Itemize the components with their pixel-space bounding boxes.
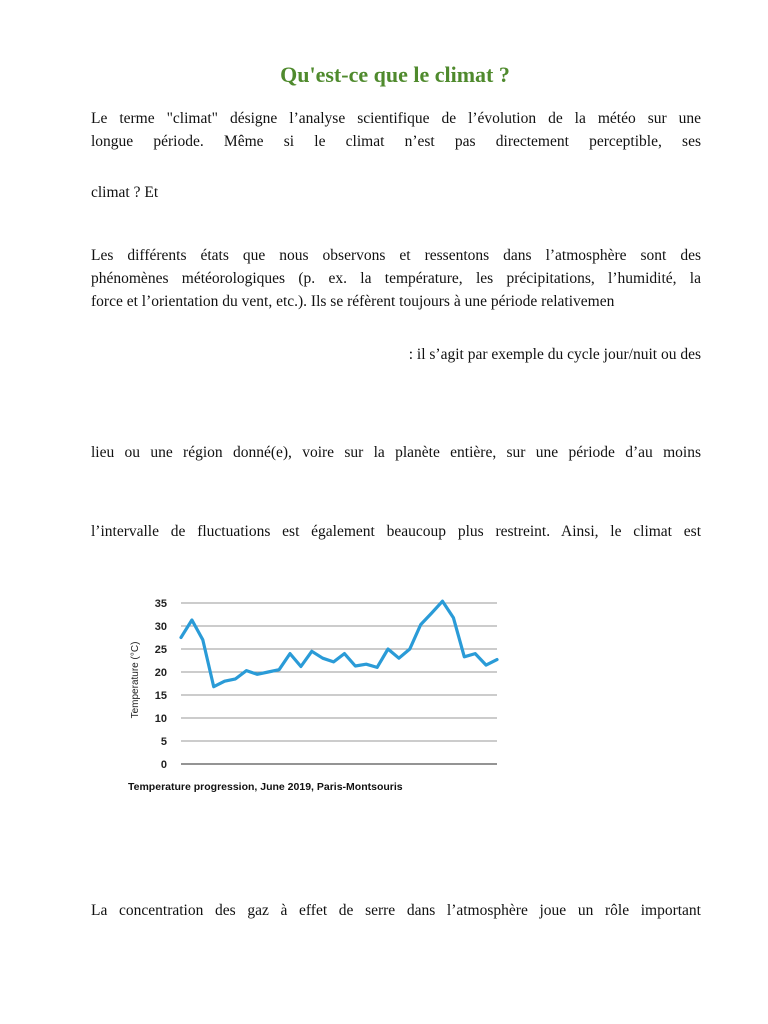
page-title: Qu'est-ce que le climat ? xyxy=(280,62,510,87)
paragraph-line: lieu ou une région donné(e), voire sur la planète entière, sur une période d’au moins xyxy=(91,444,701,461)
y-tick-label: 35 xyxy=(154,598,167,610)
y-tick-label: 5 xyxy=(160,736,167,748)
paragraph-line: Les différents états que nous observons et ressentons dans l’atmosphère sont des xyxy=(91,247,701,264)
chart-caption: Temperature progression, June 2019, Paris-Montsouris xyxy=(128,781,403,793)
y-tick-label: 15 xyxy=(154,690,167,702)
y-tick-label: 25 xyxy=(154,644,167,656)
paragraph-line: phénomènes météorologiques (p. ex. la température, les précipitations, l’humidité, la xyxy=(91,270,701,287)
series-line xyxy=(181,601,497,687)
y-tick-label: 10 xyxy=(154,713,167,725)
temperature-chart xyxy=(124,590,514,805)
y-tick-label: 0 xyxy=(160,759,167,771)
y-tick-label: 30 xyxy=(154,621,167,633)
chart-svg xyxy=(124,590,514,805)
paragraph-line: l’intervalle de fluctuations est également beaucoup plus restreint. Ainsi, le climat est xyxy=(91,523,701,540)
paragraph-line: force et l’orientation du vent, etc.). Ils se réfèrent toujours à une période relativemen xyxy=(91,293,615,310)
paragraph-line: climat ? Et xyxy=(91,184,159,201)
y-tick-label: 20 xyxy=(154,667,167,679)
paragraph-line: Le terme "climat" désigne l’analyse scientifique de l’évolution de la météo sur une xyxy=(91,110,701,127)
y-axis-label: Temperature (°C) xyxy=(130,641,141,719)
paragraph-line: La concentration des gaz à effet de serre dans l’atmosphère joue un rôle important xyxy=(91,902,701,919)
paragraph-line: : il s’agit par exemple du cycle jour/nuit ou des xyxy=(408,346,701,363)
paragraph-line: longue période. Même si le climat n’est pas directement perceptible, ses xyxy=(91,133,701,150)
